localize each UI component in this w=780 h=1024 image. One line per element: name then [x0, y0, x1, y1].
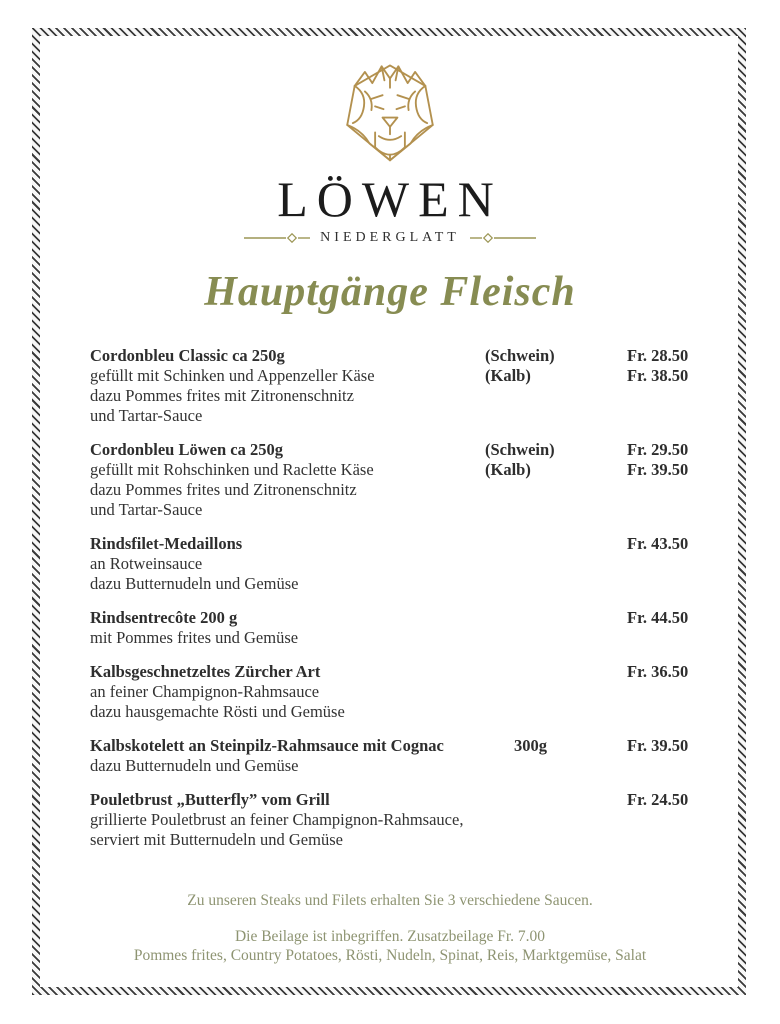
menu-item-description: dazu hausgemachte Rösti und Gemüse: [90, 702, 345, 721]
menu-item-description: an Rotweinsauce: [90, 554, 203, 573]
ornament-right-icon: [470, 233, 536, 243]
menu-item-name: Pouletbrust „Butterfly” vom Grill: [90, 790, 330, 809]
menu-item-name: Kalbsgeschnetzeltes Zürcher Art: [90, 662, 321, 681]
menu-item-price: Fr. 24.50: [627, 790, 689, 809]
menu-item-description: gefüllt mit Schinken und Appenzeller Käse: [90, 366, 375, 385]
menu-item-prices: [627, 534, 688, 554]
page-title: Hauptgänge Fleisch: [204, 269, 576, 315]
footer-note-sides-included: Die Beilage ist inbegriffen. Zusatzbeilage Fr. 7.00: [234, 928, 546, 945]
menu-item-description: grillierte Pouletbrust an feiner Champignon-Rahmsauce,: [90, 810, 464, 829]
restaurant-logo: [40, 58, 740, 246]
menu-item-description: serviert mit Butternudeln und Gemüse: [90, 830, 343, 849]
menu-item-portion-size: 300g: [514, 736, 547, 755]
menu-page: [40, 36, 740, 987]
menu-item-price: Fr. 28.50: [627, 346, 689, 365]
footer-notes: [40, 891, 740, 965]
menu-item-description: mit Pommes frites und Gemüse: [90, 628, 299, 647]
menu-item-variants: [485, 346, 555, 386]
brand-location: NIEDERGLATT: [320, 230, 460, 245]
menu-item-description: und Tartar-Sauce: [90, 406, 203, 425]
footer-note-sauces: Zu unseren Steaks und Filets erhalten Sie 3 verschiedene Saucen.: [187, 892, 593, 909]
menu-item: [90, 608, 702, 648]
menu-item-variant: (Kalb): [485, 366, 531, 385]
menu-item-name: Rindsentrecôte 200 g: [90, 608, 238, 627]
menu-item: [90, 346, 702, 426]
lion-logo-icon: [334, 58, 446, 164]
menu-item-name: Rindsfilet-Medaillons: [90, 534, 243, 553]
menu-item-price: Fr. 44.50: [627, 608, 689, 627]
menu-item-prices: [627, 736, 688, 756]
menu-item-name: Cordonbleu Löwen ca 250g: [90, 440, 283, 459]
menu-item: [90, 790, 702, 850]
menu-item-description: gefüllt mit Rohschinken und Raclette Käse: [90, 460, 374, 479]
menu-item-price: Fr. 39.50: [627, 736, 689, 755]
menu-item-variants: [485, 440, 555, 480]
menu-item-prices: [627, 440, 688, 480]
menu-item: [90, 440, 702, 520]
menu-item-variant: (Kalb): [485, 460, 531, 479]
footer-note-sides-list: Pommes frites, Country Potatoes, Rösti, Nudeln, Spinat, Reis, Marktgemüse, Salat: [133, 947, 647, 964]
ornament-left-icon: [244, 233, 310, 243]
menu-item-description: an feiner Champignon-Rahmsauce: [90, 682, 320, 701]
menu-item: [90, 662, 702, 722]
menu-item-variant: (Schwein): [485, 440, 555, 459]
menu-item-price: Fr. 39.50: [627, 460, 689, 479]
menu-item-description: dazu Pommes frites mit Zitronenschnitz: [90, 386, 354, 405]
menu-item-prices: [627, 346, 688, 386]
menu-item-prices: [627, 662, 688, 682]
menu-item-prices: [627, 608, 688, 628]
menu-item-price: Fr. 38.50: [627, 366, 689, 385]
menu-item-description: und Tartar-Sauce: [90, 500, 203, 519]
brand-wordmark: LÖWEN: [277, 171, 503, 227]
menu-item-description: dazu Butternudeln und Gemüse: [90, 756, 299, 775]
menu-item: [90, 534, 702, 594]
menu-item-price: Fr. 29.50: [627, 440, 689, 459]
menu-item: [90, 736, 702, 776]
menu-item-name: Cordonbleu Classic ca 250g: [90, 346, 285, 365]
menu-item-price: Fr. 43.50: [627, 534, 689, 553]
menu-item-description: dazu Pommes frites und Zitronenschnitz: [90, 480, 357, 499]
menu-item-prices: [627, 790, 688, 810]
menu-item-variant: (Schwein): [485, 346, 555, 365]
location-row: [40, 230, 740, 246]
menu-item-description: dazu Butternudeln und Gemüse: [90, 574, 299, 593]
menu-item-price: Fr. 36.50: [627, 662, 689, 681]
menu-item-name: Kalbskotelett an Steinpilz-Rahmsauce mit Cognac: [90, 736, 444, 755]
menu-list: [90, 346, 702, 850]
